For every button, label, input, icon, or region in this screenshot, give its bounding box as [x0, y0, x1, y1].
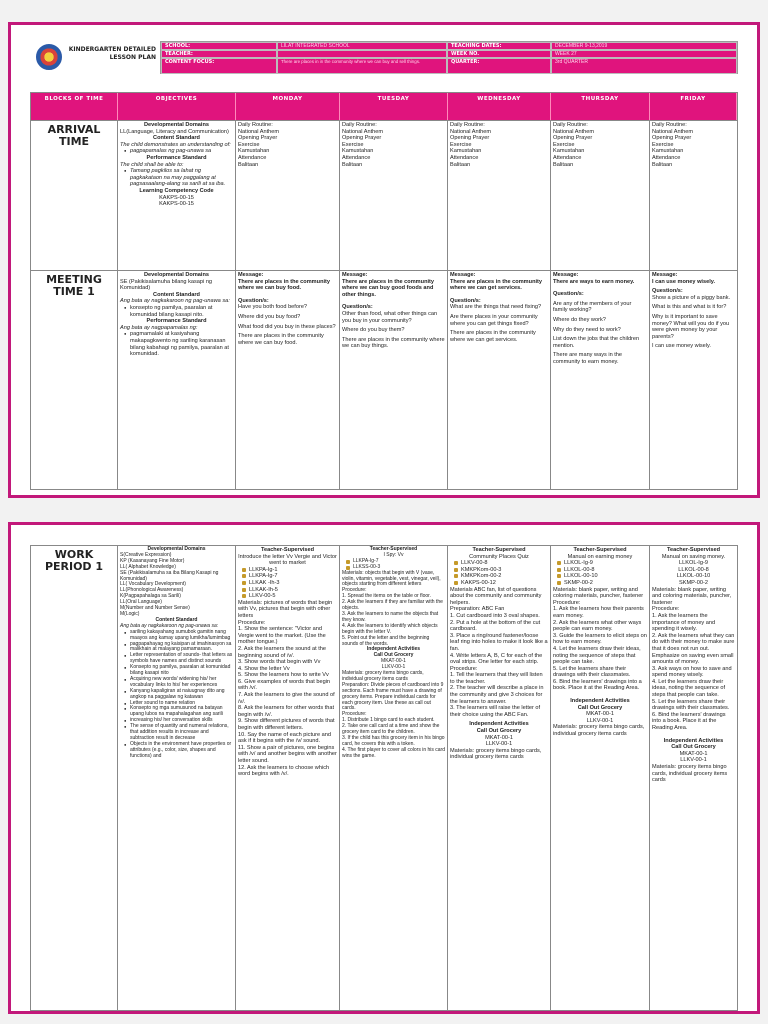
activity-line: 2. Put a hole at the bottom of the cut cardboard.	[450, 619, 541, 633]
dd-line: LL(Phonological Awareness)	[120, 587, 184, 594]
routine-line: National Anthem	[342, 128, 384, 135]
competency-code: KAKPS-00-12	[450, 580, 548, 587]
activity-line: Materials: grocery items bingo cards, individual grocery items cards	[450, 747, 542, 761]
message-text: I can use money wisely.	[652, 278, 716, 285]
activity-line: 3. The learners will raise the letter of their choice using the ABC Fan.	[450, 705, 541, 718]
cs-item: ● Letter representation of sounds- that letters as symbols have names and distinct sounds	[120, 653, 233, 665]
routine-line: Daily Routine:	[342, 122, 377, 128]
arrival-monday	[236, 121, 340, 270]
activity-intro: Introduce the letter Vv Vergie and Victor went to market	[238, 553, 337, 567]
week-label: WEEK NO.	[447, 50, 551, 58]
ps-text: The child shall be able to:	[120, 161, 184, 168]
activity-line: 9. Show different pictures of words that begin with different letters.	[238, 718, 335, 732]
lcc-title: Learning Competency Code	[139, 187, 214, 194]
activity-line: Materials: grocery items bingo cards, individual grocery items cards	[553, 724, 645, 738]
dd-title: Developmental Domains	[147, 546, 206, 552]
activity-line: Procedure:	[450, 665, 478, 672]
activity-line: 12. Ask the learners to choose which word begins with /v/.	[238, 764, 330, 778]
activity-line: 5. Let the learners share their drawings with their classmates.	[652, 698, 730, 712]
work-wednesday	[448, 546, 551, 1010]
dd-line: M(Logic)	[120, 610, 140, 617]
activity-line: 5. Point out the letter and the beginning sounds of the words.	[342, 634, 430, 647]
activity-line: 3. Ask the learners to name the objects that they know.	[342, 610, 439, 623]
table-header-row	[31, 93, 737, 120]
routine-line: Exercise	[450, 141, 472, 148]
cs-item: ● Konsepto ng mga sumusunod na batayan upang lubos na mapahalagahan ang sarili	[120, 706, 233, 718]
message-label: Message:	[652, 272, 678, 278]
header-info-grid	[160, 41, 738, 74]
ps-bullet: ● Tamang pagkilos sa lahat ng pagkakataon na may paggalang at pagsasaalang-alang sa sarili at sa iba.	[120, 168, 233, 188]
table-row-arrival	[31, 120, 737, 270]
activity-line: 1. Spread the items on the table or floor.	[342, 593, 431, 600]
activity-line: 1. Show the sentence: "Victor and Vergie went to the market. (Use the mother tongue.)	[238, 626, 326, 646]
competency-code: KMKPKom-00-2	[450, 573, 548, 580]
work-objectives	[118, 546, 236, 1010]
lesson-table-continued	[30, 545, 738, 1011]
activity-title: Teacher-Supervised	[666, 547, 721, 553]
cs-text: Ang bata ay nagkakaroon ng pag-unawa sa:	[120, 298, 230, 305]
question: Other than food, what other things can you buy in your community?	[342, 310, 438, 324]
routine-line: Exercise	[342, 141, 364, 148]
question: Where did you buy food?	[238, 313, 301, 320]
work-friday	[650, 546, 737, 1010]
routine-line: Opening Prayer	[652, 135, 692, 142]
routine-line: Daily Routine:	[553, 122, 588, 128]
activity-line: 3. Guide the learners to elicit steps on how to earn money.	[553, 632, 647, 646]
cs-title: Content Standard	[153, 291, 200, 298]
competency-code: MKAT-00-1	[586, 711, 614, 718]
activity-title: Teacher-Supervised	[260, 547, 315, 553]
dates-value: DECEMBER 9-13,2019	[551, 42, 737, 50]
independent-title: Independent Activities	[663, 737, 724, 744]
work-tuesday	[340, 546, 448, 1010]
routine-line: Opening Prayer	[553, 135, 593, 142]
cs-text: Ang bata ay nagkakaroon ng pag-unawa sa:	[120, 622, 219, 629]
routine-line: Attendance	[553, 154, 582, 161]
routine-line: National Anthem	[450, 128, 492, 135]
week-value: WEEK 27	[551, 50, 737, 58]
message-text: There are ways to earn money.	[553, 278, 635, 285]
dd-line: SE (Pakikisalamuha sa iba Bilang Kasapi ng Komunidad)	[120, 569, 219, 582]
activity-line: 4. Write letters A, B, C for each of the oval strips. One letter for each strip.	[450, 652, 543, 666]
table-row-work-period	[31, 546, 737, 1010]
col-monday: MONDAY	[236, 93, 340, 120]
arrival-thursday	[551, 121, 650, 270]
question: There are places in the community where we can buy food.	[238, 333, 324, 346]
competency-code: LLKV-00-1	[586, 717, 614, 724]
col-tuesday: TUESDAY	[340, 93, 448, 120]
quarter-value: 3rd QUARTER	[551, 58, 737, 74]
activity-line: Materials: objects that begin with V (vase, violin, vitamin, vegetable, vest, vinegar, veil), objects starting from different letters	[342, 569, 441, 588]
routine-line: Daily Routine:	[450, 122, 485, 128]
quarter-label: QUARTER:	[447, 58, 551, 74]
competency-code: LLKOL-Ig-9	[553, 560, 647, 567]
activity-line: 4. Ask the learners to identify which objects begin with the letter V.	[342, 622, 438, 635]
cs-bullet: ● konsepto ng pamilya, paaralan at komunidad bilang kasapi nito.	[120, 305, 233, 318]
activity-line: 4. The first player to cover all colors in his card wins the game.	[342, 746, 446, 759]
routine-line: Opening Prayer	[342, 135, 382, 142]
content-focus-label: CONTENT FOCUS:	[161, 58, 277, 74]
routine-line: Attendance	[238, 154, 267, 161]
routine-line: Kamustahan	[652, 148, 684, 155]
routine-line: National Anthem	[238, 128, 280, 135]
message-label: Message:	[342, 272, 368, 278]
activity-line: 5. Let the learners share their drawings with their classmates.	[553, 665, 631, 679]
questions-label: Question/s:	[652, 288, 683, 295]
routine-line: Attendance	[652, 154, 681, 161]
routine-line: National Anthem	[553, 128, 595, 135]
question: Why do they need to work?	[553, 326, 621, 333]
activity-line: 6. Bind the learners' drawings into a book. Place it at the Reading Area.	[652, 711, 726, 732]
independent-sub: Call Out Grocery	[577, 704, 623, 711]
activity-line: Procedure:	[652, 606, 680, 613]
activity-line: Materials: blank paper, writing and coloring materials, puncher, fastener	[553, 586, 644, 600]
teacher-label: TEACHER:	[161, 50, 277, 58]
cs-title: Content Standard	[153, 135, 200, 142]
competency-code: LLKOL-00-10	[676, 573, 711, 580]
col-friday: FRIDAY	[650, 93, 737, 120]
activity-line: 1. Tell the learners that they will listen to the teacher.	[450, 672, 543, 685]
activity-line: Materials: blank paper, writing and coloring materials, puncher, fastener	[652, 586, 732, 606]
competency-code: LLKSS-00-3	[342, 565, 445, 571]
activity-line: Preparation: Divide pieces of cardboard into 9 sections. Each frame must have a drawing of grocery items. Prepare individual cards for each grocery item. Use these as call out cards.	[342, 681, 444, 712]
lesson-plan-page-1	[8, 22, 760, 498]
routine-line: Kamustahan	[238, 148, 270, 155]
block-arrival-time: ARRIVAL TIME	[31, 121, 118, 270]
dd-text: SE (Pakikisalamuha bilang kasapi ng Komunidad)	[120, 278, 213, 292]
competency-code: LLKV-00-1	[485, 741, 513, 748]
routine-line: Kamustahan	[342, 148, 374, 155]
activity-line: 2. Ask the learners the sound at the beginning sound of /v/.	[238, 645, 327, 659]
question: There are places in the community where we can get services.	[450, 330, 536, 343]
activity-title: Teacher-Supervised	[472, 547, 526, 553]
col-thursday: THURSDAY	[551, 93, 650, 120]
activity-line: 5. Show the learners how to write Vv	[238, 672, 329, 679]
questions-label: Question/s:	[553, 291, 584, 298]
question: What is this and what is it for?	[652, 304, 727, 311]
competency-code: LLKPA-Ig-1	[238, 567, 337, 574]
teacher-value	[277, 50, 447, 58]
dd-line: LL(Oral Language)	[120, 599, 162, 606]
lesson-plan-header	[30, 41, 738, 74]
routine-line: Kamustahan	[450, 148, 482, 155]
block-work-period: WORK PERIOD 1	[31, 546, 118, 1010]
message-text: There are places in the community where we can buy food.	[238, 278, 331, 292]
question: What are the things that need fixing?	[450, 304, 542, 311]
activity-line: 3. Place a ring/round fastener/loose leaf ring into holes to make it look like a fan.	[450, 632, 548, 652]
competency-code: LLKOL-00-8	[678, 566, 709, 573]
cs-item: ● sariling kakayahang sumubok gamitin nang maayos ang kamay upang lumikha/lumimbag	[120, 630, 233, 642]
activity-line: 3. Ask ways on how to save and spend money wisely.	[652, 665, 732, 679]
activity-line: Preparation: ABC Fan	[450, 606, 505, 613]
questions-label: Question/s:	[450, 297, 481, 304]
activity-line: 6. Bind the learners' drawings into a book. Place it at the Reading Area.	[553, 678, 642, 692]
cs-item: ● pagpapahayag ng kaisipan at imahinasyon sa malikhain at malayang pamamaraan.	[120, 642, 233, 654]
lesson-table	[30, 92, 738, 490]
message-label: Message:	[553, 272, 579, 278]
routine-line: Kamustahan	[553, 148, 585, 155]
competency-code: LLKPA-Ig-7	[342, 559, 445, 565]
routine-line: Exercise	[553, 141, 575, 148]
activity-intro: Manual on saving money.	[661, 553, 726, 560]
competency-code: SKMP-00-2	[553, 580, 647, 587]
cs-item: ● Kanyang kapaligiran at naiuugnay dito ang angkop na paggalaw ng katawan	[120, 689, 233, 701]
question: Are there places in your community where you can get things fixed?	[450, 313, 538, 327]
routine-line: Opening Prayer	[450, 135, 490, 142]
activity-line: 2. Ask the learners what other ways people can earn money.	[553, 619, 642, 633]
question: There are many ways in the community to earn money.	[553, 352, 623, 365]
dd-line: LL( Alphabet Knowledge)	[120, 563, 176, 570]
routine-line: Balitaan	[450, 161, 471, 168]
col-blocks-of-time: BLOCKS OF TIME	[31, 93, 118, 120]
activity-intro: Manual on earning money	[567, 553, 633, 560]
question: Where do you buy them?	[342, 327, 405, 334]
routine-line: Balitaan	[553, 161, 574, 168]
routine-line: Exercise	[652, 141, 674, 148]
arrival-tuesday	[340, 121, 448, 270]
activity-line: 2. Ask the learners what they can do with their money to make sure that it does not run out. Emphasize on saving even small amounts of money.	[652, 632, 735, 666]
arrival-friday	[650, 121, 737, 270]
meeting-friday	[650, 271, 737, 490]
activity-line: 1. Distribute 1 bingo card to each student.	[342, 717, 435, 724]
arrival-objectives	[118, 121, 236, 270]
content-focus-value: There are places in in the community where we can buy and sell things.	[277, 58, 447, 74]
competency-code: LLKV-00-5	[238, 593, 337, 600]
work-thursday	[551, 546, 650, 1010]
activity-line: 3. Show words that begin with Vv	[238, 659, 321, 666]
dd-line: S(Creative Expression)	[120, 551, 172, 558]
question: What food did you buy in these places?	[238, 323, 336, 330]
independent-title: Independent Activities	[366, 646, 421, 653]
meeting-objectives	[118, 271, 236, 490]
dd-line: LL( Vocabulary Development)	[120, 581, 186, 588]
routine-line: Exercise	[238, 141, 260, 148]
ps-title: Performance Standard	[146, 154, 207, 161]
activity-line: 1. Ask the learners the importance of money and spending it wisely.	[652, 612, 716, 633]
activity-line: Materials: grocery items bingo cards, individual grocery items cards	[342, 670, 424, 682]
routine-line: Daily Routine:	[238, 122, 273, 128]
meeting-thursday	[551, 271, 650, 490]
message-text: There are places in the community where we can get services.	[450, 278, 543, 292]
routine-line: Balitaan	[238, 161, 259, 168]
ps-text: Ang bata ay nagpapamalas ng:	[120, 324, 198, 331]
cs-item: ● Objects in the environment have properties or attributes (e.g., color, size, shapes and functions) and	[120, 742, 233, 760]
col-wednesday: WEDNESDAY	[448, 93, 551, 120]
lesson-plan-page-2	[8, 522, 760, 1014]
competency-code: LLKAK-Ih-5	[238, 587, 337, 594]
cs-item: ● The sense of quantity and numeral relations, that addition results in increase and subtraction result in decrease	[120, 724, 233, 742]
questions-label: Question/s:	[342, 304, 373, 311]
question: List down the jobs that the children mention.	[553, 336, 640, 349]
activity-line: 2. Ask the learners if they are familiar with the objects.	[342, 599, 443, 612]
routine-line: Daily Routine:	[652, 122, 687, 128]
competency-code: LLKOL-00-10	[553, 573, 647, 580]
activity-line: 1. Ask the learners how their parents earn money.	[553, 606, 644, 619]
cs-title: Content Standard	[155, 616, 198, 623]
competency-code: SKMP-00-2	[679, 579, 708, 586]
block-meeting-time: MEETING TIME 1	[31, 271, 118, 490]
independent-title: Independent Activities	[570, 698, 630, 705]
arrival-wednesday	[448, 121, 551, 270]
activity-line: 4. Show the letter Vv	[238, 665, 290, 672]
competency-code: MKAT-00-1	[381, 658, 406, 665]
message-text: There are places in the community where we can buy good foods and other things.	[342, 278, 435, 298]
school-label: SCHOOL:	[161, 42, 277, 50]
ps-bullet: ● pagmamalaki at kasiyahang makapagkwento ng sariling karanasan bilang kabahagi ng pamilya, paaralan at komunidad.	[120, 331, 233, 357]
cs-bullet: ● pagpapamalas ng pag-unawa sa	[120, 148, 233, 155]
competency-code: MKAT-00-1	[485, 734, 513, 741]
activity-line: Procedure:	[342, 711, 367, 718]
activity-line: 8. Ask the learners for other words that begin with /v/.	[238, 705, 335, 718]
lcc-code: KAKPS-00-15	[159, 201, 194, 208]
competency-code: KMKPKom-00-3	[450, 567, 548, 574]
question: Are any of the members of your family working?	[553, 300, 632, 314]
activity-line: 4. Let the learners draw their ideas, noting the sequence of steps that people can take.	[553, 645, 641, 666]
competency-code: MKAT-00-1	[679, 750, 708, 757]
routine-line: National Anthem	[652, 128, 694, 135]
message-label: Message:	[450, 272, 476, 278]
independent-sub: Call Out Grocery	[671, 744, 716, 751]
activity-line: 6. Give examples of words that begin with /v/.	[238, 678, 331, 692]
activity-line: 2. The teacher will describe a place in the community and give 3 choices for the learners to answer.	[450, 685, 544, 705]
dates-label: TEACHING DATES:	[447, 42, 551, 50]
activity-intro: Community Places Quiz	[469, 553, 529, 560]
cs-item: ● Konsepto ng pamilya, paaralan at komunidad bilang kasapi nito	[120, 665, 233, 677]
cs-item: ● Acquiring new words/ widening his/ her vocabulary links to his/ her experiences	[120, 677, 233, 689]
school-value: LILAT INTEGRATED SCHOOL	[277, 42, 447, 50]
question: Have you both food before?	[238, 304, 308, 311]
independent-sub: Call Out Grocery	[373, 652, 414, 659]
competency-code: LLKOL-Ig-9	[679, 560, 708, 567]
activity-title: Teacher-Supervised	[369, 546, 418, 552]
cs-text: The child demonstrates an understanding of:	[120, 141, 231, 148]
activity-line: Materials: pictures of words that begin with Vv, pictures that begin with other letters	[238, 599, 333, 619]
work-monday	[236, 546, 340, 1010]
competency-code: LLKV-00-1	[381, 664, 406, 671]
independent-title: Independent Activities	[469, 721, 529, 728]
competency-code: LLKV-00-8	[450, 560, 548, 567]
table-row-meeting	[31, 270, 737, 490]
activity-line: 1. Cut cardboard into 3 oval shapes.	[450, 612, 540, 619]
activity-line: Materials ABC fan, list of questions about the community and community helpers.	[450, 586, 542, 606]
question: There are places in the community where we can buy things.	[342, 336, 445, 350]
competency-code: LLKV-00-1	[680, 757, 707, 764]
questions-label: Question/s:	[238, 297, 269, 304]
activity-line: Procedure:	[342, 587, 367, 594]
question: I can use money wisely.	[652, 343, 711, 350]
dd-line: K(Pagpapahalaga sa Sarili)	[120, 593, 181, 600]
activity-line: 2. Take one call card at a time and show the grocery item card to the children.	[342, 723, 440, 736]
deped-seal-icon	[36, 44, 62, 70]
col-objectives: OBJECTIVES	[118, 93, 236, 120]
routine-line: Balitaan	[652, 161, 673, 168]
routine-line: Balitaan	[342, 161, 363, 168]
document-title: KINDERGARTEN DETAILED LESSON PLAN	[68, 46, 156, 61]
meeting-tuesday	[340, 271, 448, 490]
cs-item: ● Letter sound to name relation	[120, 701, 233, 707]
question: Show a picture of a piggy bank.	[652, 294, 731, 301]
routine-line: Attendance	[450, 154, 479, 161]
routine-line: Opening Prayer	[238, 135, 278, 142]
dd-title: Developmental Domains	[144, 122, 209, 128]
activity-intro: I Spy: Vv	[383, 551, 404, 558]
meeting-wednesday	[448, 271, 551, 490]
activity-title: Teacher-Supervised	[573, 547, 627, 553]
cs-item: ● increasing his/ her conversation skills	[120, 718, 233, 724]
activity-line: 3. If the child has this grocery item in his bingo card, he covers this with a token.	[342, 735, 445, 747]
activity-line: 4. Let the learners draw their ideas, noting the sequence of steps that people can take.	[652, 678, 726, 699]
activity-line: 10. Say the name of each picture and ask if it begins with the /v/ sound.	[238, 731, 331, 745]
routine-line: Attendance	[342, 154, 371, 161]
activity-line: Procedure:	[238, 619, 266, 626]
competency-code: LLKPA-Ig-7	[238, 573, 337, 580]
question: Where do they work?	[553, 316, 606, 323]
meeting-monday	[236, 271, 340, 490]
dd-line: KP (Kasanayang Fine Motor)	[120, 557, 185, 564]
dd-text: LL(Language, Literacy and Communication)	[120, 128, 229, 135]
independent-sub: Call Out Grocery	[476, 728, 522, 735]
lcc-code: KAKPS-00-15	[159, 194, 194, 201]
competency-code: LLKAK -Ih-3	[238, 580, 337, 587]
activity-line: 7. Ask the learners to give the sound of /v/.	[238, 692, 335, 705]
activity-line: Procedure:	[553, 599, 581, 606]
dd-line: M(Number and Number Sense)	[120, 605, 190, 612]
ps-title: Performance Standard	[146, 318, 207, 325]
competency-code: LLKOL-00-8	[553, 567, 647, 574]
message-label: Message:	[238, 272, 264, 278]
question: Why is it important to save money? What will you do if you were given money by your parents?	[652, 313, 730, 340]
activity-line: 11. Show a pair of pictures, one begins with /v/ and another begins with another letter sound.	[238, 744, 337, 764]
dd-title: Developmental Domains	[144, 272, 209, 278]
activity-line: Materials: grocery items bingo cards, individual grocery items cards	[652, 764, 728, 784]
